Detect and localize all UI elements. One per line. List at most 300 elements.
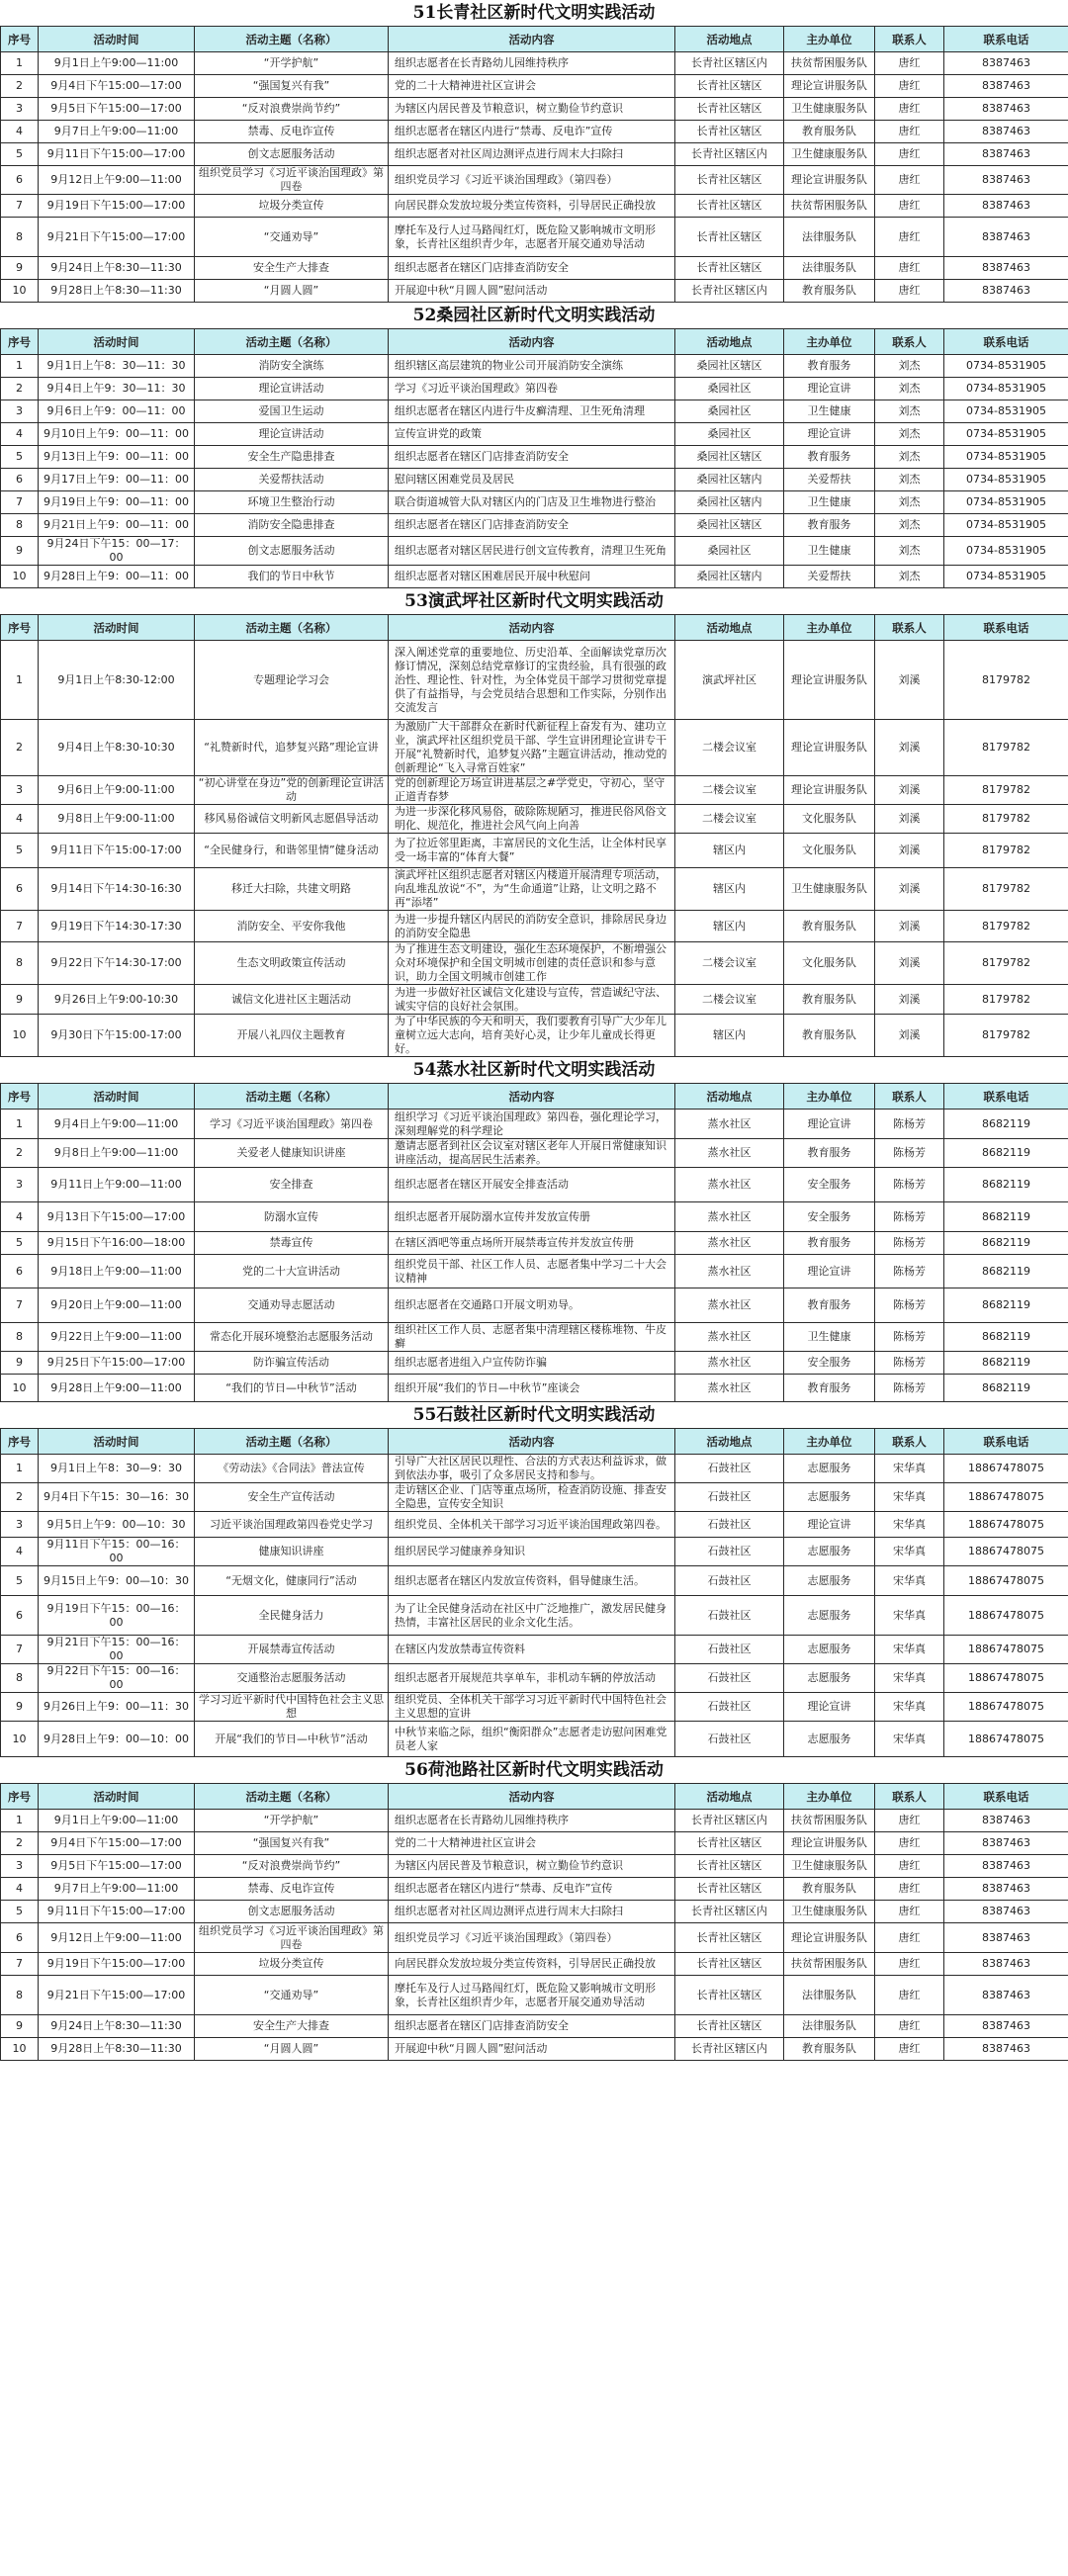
theme-cell: 关爱老人健康知识讲座 xyxy=(195,1139,389,1168)
seq-cell: 9 xyxy=(1,2015,39,2038)
organizer-cell: 卫生健康服务队 xyxy=(784,868,875,911)
table-row xyxy=(1,537,1068,566)
location-cell: 蒸水社区 xyxy=(675,1375,784,1402)
organizer-cell: 理论宣讲 xyxy=(784,1512,875,1538)
location-cell: 石鼓社区 xyxy=(675,1538,784,1566)
table-row xyxy=(1,1693,1068,1722)
seq-cell: 4 xyxy=(1,121,39,143)
theme-cell: 全民健身活力 xyxy=(195,1596,389,1636)
contact-cell: 唐红 xyxy=(875,52,944,75)
column-header: 联系电话 xyxy=(944,1784,1068,1810)
content-cell: 组织志愿者在长青路幼儿园维持秩序 xyxy=(389,52,675,75)
seq-cell: 3 xyxy=(1,1512,39,1538)
contact-cell: 陈杨芳 xyxy=(875,1288,944,1323)
column-header: 活动时间 xyxy=(39,1084,195,1110)
location-cell: 桑园社区辖内 xyxy=(675,566,784,588)
column-header: 活动时间 xyxy=(39,329,195,355)
location-cell: 蒸水社区 xyxy=(675,1139,784,1168)
content-cell: 邀请志愿者到社区会议室对辖区老年人开展日常健康知识讲座活动，提高居民生活素养。 xyxy=(389,1139,675,1168)
table-row xyxy=(1,400,1068,423)
theme-cell: 常态化开展环境整治志愿服务活动 xyxy=(195,1323,389,1352)
theme-cell: 环境卫生整治行动 xyxy=(195,491,389,514)
location-cell: 长青社区辖区 xyxy=(675,218,784,257)
content-cell: 组织志愿者开展防溺水宣传并发放宣传册 xyxy=(389,1202,675,1232)
theme-cell: 生态文明政策宣传活动 xyxy=(195,942,389,985)
organizer-cell: 卫生健康服务队 xyxy=(784,1901,875,1923)
theme-cell: 禁毒、反电诈宣传 xyxy=(195,1878,389,1901)
location-cell: 演武坪社区 xyxy=(675,641,784,720)
table-row xyxy=(1,1976,1068,2015)
location-cell: 长青社区辖区 xyxy=(675,98,784,121)
table-row xyxy=(1,1923,1068,1953)
seq-cell: 7 xyxy=(1,911,39,942)
phone-cell: 8387463 xyxy=(944,2038,1068,2061)
theme-cell: 安全排查 xyxy=(195,1168,389,1202)
location-cell: 长青社区辖区内 xyxy=(675,52,784,75)
contact-cell: 陈杨芳 xyxy=(875,1202,944,1232)
phone-cell: 8179782 xyxy=(944,776,1068,805)
content-cell: 组织党员、全体机关干部学习习近平谈治国理政第四卷。 xyxy=(389,1512,675,1538)
phone-cell: 18867478075 xyxy=(944,1566,1068,1596)
seq-cell: 4 xyxy=(1,1878,39,1901)
contact-cell: 唐红 xyxy=(875,166,944,195)
location-cell: 长青社区辖区内 xyxy=(675,280,784,303)
phone-cell: 8682119 xyxy=(944,1255,1068,1288)
time-cell: 9月21日下午15:00—17:00 xyxy=(39,1976,195,2015)
time-cell: 9月24日上午8:30—11:30 xyxy=(39,2015,195,2038)
content-cell: 摩托车及行人过马路闯红灯，既危险又影响城市文明形象，长青社区组织青少年，志愿者开展交通劝导活动 xyxy=(389,1976,675,2015)
contact-cell: 刘溪 xyxy=(875,868,944,911)
contact-cell: 陈杨芳 xyxy=(875,1168,944,1202)
phone-cell: 8387463 xyxy=(944,195,1068,218)
organizer-cell: 教育服务队 xyxy=(784,280,875,303)
content-cell: 组织党员学习《习近平谈治国理政》（第四卷） xyxy=(389,166,675,195)
column-header: 序号 xyxy=(1,615,39,641)
seq-cell: 1 xyxy=(1,1110,39,1139)
theme-cell: 安全生产大排查 xyxy=(195,257,389,280)
location-cell: 长青社区辖区 xyxy=(675,1976,784,2015)
content-cell: 为辖区内居民普及节粮意识，树立勤俭节约意识 xyxy=(389,1855,675,1878)
time-cell: 9月13日上午9：00—11：00 xyxy=(39,446,195,469)
table-header-row xyxy=(1,1784,1068,1810)
theme-cell: 关爱帮扶活动 xyxy=(195,469,389,491)
organizer-cell: 扶贫帮困服务队 xyxy=(784,195,875,218)
organizer-cell: 志愿服务 xyxy=(784,1664,875,1693)
table-row xyxy=(1,1139,1068,1168)
contact-cell: 刘杰 xyxy=(875,491,944,514)
seq-cell: 6 xyxy=(1,166,39,195)
location-cell: 蒸水社区 xyxy=(675,1288,784,1323)
seq-cell: 7 xyxy=(1,1953,39,1976)
theme-cell: “反对浪费崇尚节约” xyxy=(195,1855,389,1878)
seq-cell: 10 xyxy=(1,566,39,588)
organizer-cell: 理论宣讲服务队 xyxy=(784,720,875,776)
contact-cell: 宋华真 xyxy=(875,1693,944,1722)
phone-cell: 0734-8531905 xyxy=(944,537,1068,566)
column-header: 活动主题（名称） xyxy=(195,27,389,52)
time-cell: 9月12日上午9:00—11:00 xyxy=(39,166,195,195)
location-cell: 长青社区辖区 xyxy=(675,1953,784,1976)
location-cell: 辖区内 xyxy=(675,911,784,942)
time-cell: 9月1日上午8：30—11：30 xyxy=(39,355,195,378)
content-cell: 组织志愿者在交通路口开展文明劝导。 xyxy=(389,1288,675,1323)
organizer-cell: 理论宣讲服务队 xyxy=(784,1923,875,1953)
phone-cell: 0734-8531905 xyxy=(944,491,1068,514)
theme-cell: 创文志愿服务活动 xyxy=(195,143,389,166)
location-cell: 长青社区辖区内 xyxy=(675,1901,784,1923)
location-cell: 辖区内 xyxy=(675,1015,784,1057)
theme-cell: 交通劝导志愿活动 xyxy=(195,1288,389,1323)
organizer-cell: 卫生健康 xyxy=(784,400,875,423)
contact-cell: 陈杨芳 xyxy=(875,1232,944,1255)
table-row xyxy=(1,52,1068,75)
table-row xyxy=(1,911,1068,942)
content-cell: 为进一步提升辖区内居民的消防安全意识，排除居民身边的消防安全隐患 xyxy=(389,911,675,942)
table-row xyxy=(1,378,1068,400)
theme-cell: 学习习近平新时代中国特色社会主义思想 xyxy=(195,1693,389,1722)
seq-cell: 6 xyxy=(1,1255,39,1288)
table-row xyxy=(1,1352,1068,1375)
table-row xyxy=(1,1232,1068,1255)
content-cell: 宣传宣讲党的政策 xyxy=(389,423,675,446)
organizer-cell: 志愿服务 xyxy=(784,1596,875,1636)
column-header: 活动主题（名称） xyxy=(195,615,389,641)
contact-cell: 刘溪 xyxy=(875,1015,944,1057)
theme-cell: “强国复兴有我” xyxy=(195,1832,389,1855)
phone-cell: 18867478075 xyxy=(944,1664,1068,1693)
seq-cell: 7 xyxy=(1,1288,39,1323)
theme-cell: 交通整治志愿服务活动 xyxy=(195,1664,389,1693)
time-cell: 9月24日下午15：00—17：00 xyxy=(39,537,195,566)
seq-cell: 7 xyxy=(1,491,39,514)
contact-cell: 陈杨芳 xyxy=(875,1110,944,1139)
time-cell: 9月17日上午9：00—11：00 xyxy=(39,469,195,491)
location-cell: 石鼓社区 xyxy=(675,1636,784,1664)
location-cell: 石鼓社区 xyxy=(675,1664,784,1693)
contact-cell: 宋华真 xyxy=(875,1455,944,1483)
organizer-cell: 卫生健康 xyxy=(784,491,875,514)
seq-cell: 6 xyxy=(1,469,39,491)
location-cell: 二楼会议室 xyxy=(675,720,784,776)
table-row xyxy=(1,1288,1068,1323)
seq-cell: 10 xyxy=(1,1375,39,1402)
contact-cell: 刘溪 xyxy=(875,985,944,1015)
organizer-cell: 教育服务队 xyxy=(784,1878,875,1901)
time-cell: 9月1日上午8:30-12:00 xyxy=(39,641,195,720)
seq-cell: 2 xyxy=(1,378,39,400)
table-row xyxy=(1,355,1068,378)
organizer-cell: 理论宣讲 xyxy=(784,1693,875,1722)
seq-cell: 7 xyxy=(1,1636,39,1664)
time-cell: 9月22日下午15：00—16：00 xyxy=(39,1664,195,1693)
content-cell: 组织居民学习健康养身知识 xyxy=(389,1538,675,1566)
section-title: 51长青社区新时代文明实践活动 xyxy=(412,3,656,23)
location-cell: 辖区内 xyxy=(675,834,784,868)
column-header: 联系电话 xyxy=(944,1084,1068,1110)
contact-cell: 唐红 xyxy=(875,98,944,121)
content-cell: 引导广大社区居民以理性、合法的方式表达利益诉求，做到依法办事，吸引了众多居民支持和参与。 xyxy=(389,1455,675,1483)
theme-cell: 组织党员学习《习近平谈治国理政》第四卷 xyxy=(195,166,389,195)
phone-cell: 8179782 xyxy=(944,911,1068,942)
contact-cell: 唐红 xyxy=(875,121,944,143)
organizer-cell: 卫生健康 xyxy=(784,1323,875,1352)
section-title: 56荷池路社区新时代文明实践活动 xyxy=(404,1760,664,1780)
activity-table xyxy=(0,1428,1068,1757)
location-cell: 桑园社区辖区 xyxy=(675,446,784,469)
table-header-row xyxy=(1,27,1068,52)
activity-table xyxy=(0,1783,1068,2061)
content-cell: 为进一步深化移风易俗，破除陈规陋习，推进民俗风俗文明化、规范化，推进社会风气向上向善 xyxy=(389,805,675,834)
seq-cell: 7 xyxy=(1,195,39,218)
contact-cell: 刘溪 xyxy=(875,805,944,834)
phone-cell: 18867478075 xyxy=(944,1512,1068,1538)
organizer-cell: 文化服务队 xyxy=(784,942,875,985)
seq-cell: 2 xyxy=(1,720,39,776)
time-cell: 9月12日上午9:00—11:00 xyxy=(39,1923,195,1953)
seq-cell: 3 xyxy=(1,98,39,121)
theme-cell: “交通劝导” xyxy=(195,218,389,257)
organizer-cell: 教育服务 xyxy=(784,1375,875,1402)
phone-cell: 8387463 xyxy=(944,2015,1068,2038)
contact-cell: 唐红 xyxy=(875,1901,944,1923)
table-row xyxy=(1,1832,1068,1855)
time-cell: 9月19日上午9：00—11：00 xyxy=(39,491,195,514)
organizer-cell: 教育服务 xyxy=(784,514,875,537)
time-cell: 9月21日下午15:00—17:00 xyxy=(39,218,195,257)
table-row xyxy=(1,1110,1068,1139)
content-cell: 组织志愿者进组入户宣传防诈骗 xyxy=(389,1352,675,1375)
seq-cell: 1 xyxy=(1,1810,39,1832)
theme-cell: “月圆人圆” xyxy=(195,280,389,303)
organizer-cell: 法律服务队 xyxy=(784,257,875,280)
contact-cell: 刘杰 xyxy=(875,378,944,400)
phone-cell: 8682119 xyxy=(944,1202,1068,1232)
content-cell: 组织志愿者对社区周边测评点进行周末大扫除扫 xyxy=(389,1901,675,1923)
seq-cell: 9 xyxy=(1,1352,39,1375)
contact-cell: 宋华真 xyxy=(875,1664,944,1693)
content-cell: 为了推进生态文明建设，强化生态环境保护，不断增强公众对环境保护和全国文明城市创建的责任意识和参与意识，助力全国文明城市创建工作 xyxy=(389,942,675,985)
table-header-row xyxy=(1,1084,1068,1110)
time-cell: 9月24日上午8:30—11:30 xyxy=(39,257,195,280)
seq-cell: 1 xyxy=(1,1455,39,1483)
seq-cell: 10 xyxy=(1,1722,39,1757)
phone-cell: 8179782 xyxy=(944,1015,1068,1057)
theme-cell: 移迁大扫除，共建文明路 xyxy=(195,868,389,911)
table-row xyxy=(1,1015,1068,1057)
contact-cell: 唐红 xyxy=(875,2038,944,2061)
phone-cell: 0734-8531905 xyxy=(944,355,1068,378)
time-cell: 9月28日上午8:30—11:30 xyxy=(39,280,195,303)
theme-cell: “初心讲堂在身边”党的创新理论宣讲活动 xyxy=(195,776,389,805)
location-cell: 长青社区辖区 xyxy=(675,1878,784,1901)
phone-cell: 8387463 xyxy=(944,280,1068,303)
table-row xyxy=(1,121,1068,143)
column-header: 主办单位 xyxy=(784,1784,875,1810)
location-cell: 石鼓社区 xyxy=(675,1596,784,1636)
contact-cell: 宋华真 xyxy=(875,1722,944,1757)
contact-cell: 宋华真 xyxy=(875,1483,944,1512)
column-header: 活动时间 xyxy=(39,1784,195,1810)
table-row xyxy=(1,514,1068,537)
location-cell: 长青社区辖区 xyxy=(675,1855,784,1878)
content-cell: 走访辖区企业、门店等重点场所，检查消防设施、排查安全隐患，宣传安全知识 xyxy=(389,1483,675,1512)
organizer-cell: 志愿服务 xyxy=(784,1722,875,1757)
content-cell: 为激励广大干部群众在新时代新征程上奋发有为、建功立业，演武坪社区组织党员干部、学生宣讲团理论宣讲专干开展“礼赞新时代，追梦复兴路”主题宣讲活动，推动党的创新理论“飞入寻常百姓家” xyxy=(389,720,675,776)
organizer-cell: 安全服务 xyxy=(784,1202,875,1232)
column-header: 活动时间 xyxy=(39,27,195,52)
time-cell: 9月7日上午9:00—11:00 xyxy=(39,1878,195,1901)
seq-cell: 2 xyxy=(1,1139,39,1168)
location-cell: 蒸水社区 xyxy=(675,1232,784,1255)
table-row xyxy=(1,1323,1068,1352)
location-cell: 桑园社区辖区 xyxy=(675,514,784,537)
phone-cell: 8387463 xyxy=(944,143,1068,166)
location-cell: 石鼓社区 xyxy=(675,1455,784,1483)
organizer-cell: 关爱帮扶 xyxy=(784,566,875,588)
theme-cell: 习近平谈治国理政第四卷党史学习 xyxy=(195,1512,389,1538)
table-row xyxy=(1,1168,1068,1202)
location-cell: 二楼会议室 xyxy=(675,985,784,1015)
theme-cell: 党的二十大宣讲活动 xyxy=(195,1255,389,1288)
contact-cell: 唐红 xyxy=(875,1878,944,1901)
location-cell: 长青社区辖区 xyxy=(675,166,784,195)
theme-cell: “交通劝导” xyxy=(195,1976,389,2015)
location-cell: 桑园社区 xyxy=(675,537,784,566)
column-header: 联系人 xyxy=(875,615,944,641)
time-cell: 9月28日上午8:30—11:30 xyxy=(39,2038,195,2061)
phone-cell: 0734-8531905 xyxy=(944,400,1068,423)
column-header: 联系人 xyxy=(875,329,944,355)
theme-cell: “强国复兴有我” xyxy=(195,75,389,98)
organizer-cell: 志愿服务 xyxy=(784,1566,875,1596)
organizer-cell: 法律服务队 xyxy=(784,218,875,257)
content-cell: 组织党员学习《习近平谈治国理政》（第四卷） xyxy=(389,1923,675,1953)
phone-cell: 8179782 xyxy=(944,834,1068,868)
table-row xyxy=(1,1722,1068,1757)
contact-cell: 唐红 xyxy=(875,1953,944,1976)
organizer-cell: 文化服务队 xyxy=(784,805,875,834)
seq-cell: 4 xyxy=(1,1202,39,1232)
phone-cell: 8682119 xyxy=(944,1323,1068,1352)
seq-cell: 10 xyxy=(1,1015,39,1057)
phone-cell: 8387463 xyxy=(944,52,1068,75)
location-cell: 长青社区辖区 xyxy=(675,2015,784,2038)
table-row xyxy=(1,1878,1068,1901)
organizer-cell: 教育服务队 xyxy=(784,985,875,1015)
time-cell: 9月6日上午9:00-11:00 xyxy=(39,776,195,805)
seq-cell: 8 xyxy=(1,1664,39,1693)
contact-cell: 陈杨芳 xyxy=(875,1352,944,1375)
content-cell: 党的二十大精神进社区宣讲会 xyxy=(389,75,675,98)
location-cell: 蒸水社区 xyxy=(675,1352,784,1375)
content-cell: 组织党员干部、社区工作人员、志愿者集中学习二十大会议精神 xyxy=(389,1255,675,1288)
phone-cell: 8387463 xyxy=(944,257,1068,280)
section-3 xyxy=(0,588,1068,1057)
organizer-cell: 教育服务 xyxy=(784,446,875,469)
column-header: 活动内容 xyxy=(389,1084,675,1110)
contact-cell: 刘杰 xyxy=(875,400,944,423)
table-row xyxy=(1,985,1068,1015)
section-title: 55石鼓社区新时代文明实践活动 xyxy=(412,1405,656,1425)
table-header-row xyxy=(1,615,1068,641)
theme-cell: 《劳动法》《合同法》普法宣传 xyxy=(195,1455,389,1483)
theme-cell: “月圆人圆” xyxy=(195,2038,389,2061)
column-header: 活动内容 xyxy=(389,1784,675,1810)
contact-cell: 唐红 xyxy=(875,280,944,303)
content-cell: 联合街道城管大队对辖区内的门店及卫生堆物进行整治 xyxy=(389,491,675,514)
organizer-cell: 理论宣讲服务队 xyxy=(784,166,875,195)
location-cell: 长青社区辖区 xyxy=(675,1832,784,1855)
table-row xyxy=(1,1596,1068,1636)
phone-cell: 18867478075 xyxy=(944,1455,1068,1483)
organizer-cell: 理论宣讲服务队 xyxy=(784,641,875,720)
seq-cell: 6 xyxy=(1,1596,39,1636)
time-cell: 9月4日下午15:00—17:00 xyxy=(39,1832,195,1855)
seq-cell: 9 xyxy=(1,537,39,566)
seq-cell: 8 xyxy=(1,942,39,985)
content-cell: 向居民群众发放垃圾分类宣传资料，引导居民正确投放 xyxy=(389,195,675,218)
location-cell: 二楼会议室 xyxy=(675,942,784,985)
location-cell: 石鼓社区 xyxy=(675,1722,784,1757)
seq-cell: 1 xyxy=(1,52,39,75)
phone-cell: 18867478075 xyxy=(944,1636,1068,1664)
seq-cell: 8 xyxy=(1,1976,39,2015)
seq-cell: 4 xyxy=(1,805,39,834)
table-row xyxy=(1,1855,1068,1878)
organizer-cell: 教育服务队 xyxy=(784,121,875,143)
organizer-cell: 教育服务队 xyxy=(784,911,875,942)
time-cell: 9月19日下午15:00—17:00 xyxy=(39,195,195,218)
organizer-cell: 卫生健康服务队 xyxy=(784,143,875,166)
time-cell: 9月25日下午15:00—17:00 xyxy=(39,1352,195,1375)
organizer-cell: 关爱帮扶 xyxy=(784,469,875,491)
time-cell: 9月26日上午9：00—11：30 xyxy=(39,1693,195,1722)
time-cell: 9月1日上午8：30—9：30 xyxy=(39,1455,195,1483)
time-cell: 9月28日上午9：00—10：00 xyxy=(39,1722,195,1757)
organizer-cell: 志愿服务 xyxy=(784,1483,875,1512)
seq-cell: 3 xyxy=(1,400,39,423)
column-header: 活动地点 xyxy=(675,1784,784,1810)
contact-cell: 刘杰 xyxy=(875,537,944,566)
content-cell: 慰问辖区困难党员及居民 xyxy=(389,469,675,491)
seq-cell: 9 xyxy=(1,257,39,280)
phone-cell: 8179782 xyxy=(944,942,1068,985)
content-cell: 组织志愿者在辖区门店排查消防安全 xyxy=(389,2015,675,2038)
table-row xyxy=(1,280,1068,303)
contact-cell: 陈杨芳 xyxy=(875,1323,944,1352)
contact-cell: 陈杨芳 xyxy=(875,1255,944,1288)
column-header: 活动主题（名称） xyxy=(195,329,389,355)
time-cell: 9月19日下午15：00—16：00 xyxy=(39,1596,195,1636)
table-row xyxy=(1,1483,1068,1512)
seq-cell: 5 xyxy=(1,446,39,469)
contact-cell: 刘杰 xyxy=(875,469,944,491)
table-row xyxy=(1,720,1068,776)
contact-cell: 陈杨芳 xyxy=(875,1375,944,1402)
table-row xyxy=(1,469,1068,491)
seq-cell: 5 xyxy=(1,1566,39,1596)
theme-cell: 防溺水宣传 xyxy=(195,1202,389,1232)
time-cell: 9月4日上午9：30—11：30 xyxy=(39,378,195,400)
content-cell: 演武坪社区组织志愿者对辖区内楼道开展清理专项活动，向乱堆乱放说“不”，为“生命通道”让路，让文明之路不再“添堵” xyxy=(389,868,675,911)
column-header: 序号 xyxy=(1,27,39,52)
table-row xyxy=(1,218,1068,257)
location-cell: 桑园社区辖内 xyxy=(675,491,784,514)
phone-cell: 0734-8531905 xyxy=(944,423,1068,446)
time-cell: 9月18日上午9:00—11:00 xyxy=(39,1255,195,1288)
table-row xyxy=(1,166,1068,195)
organizer-cell: 扶贫帮困服务队 xyxy=(784,52,875,75)
